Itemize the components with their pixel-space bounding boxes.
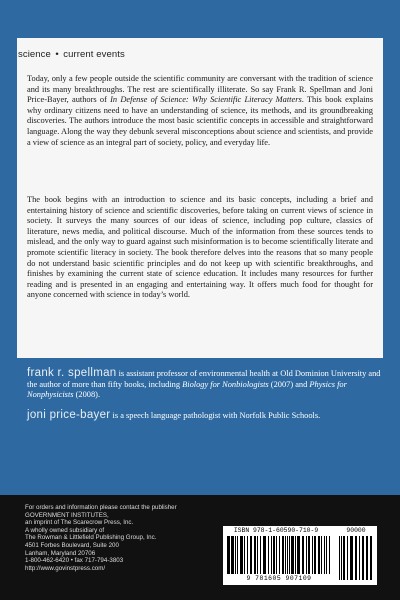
barcode-bar bbox=[289, 536, 290, 574]
barcode-bar bbox=[341, 536, 342, 580]
publisher-panel bbox=[0, 495, 400, 600]
barcode-bar bbox=[247, 536, 248, 574]
publisher-line: 1-800-462-6420 • fax 717-794-3803 bbox=[25, 557, 124, 565]
publisher-line: For orders and information please contact the publisher bbox=[25, 504, 177, 511]
barcode-bar bbox=[366, 536, 368, 580]
publisher-info bbox=[25, 504, 215, 572]
barcode-bar bbox=[295, 536, 296, 574]
category-primary: science bbox=[18, 49, 51, 60]
barcode-bar bbox=[291, 536, 294, 574]
description-p1-text-b: . This book explains why ordinary citizens need to have an understanding of science, its methods, and its groundbreaking discoveries. The authors introduce the most basic scientific concepts in accessible and straightforward language. Along the way they debunk several misconceptions about science and scientists, and provide a view of science as an integral part of society, policy, and everyday life. bbox=[27, 95, 373, 147]
barcode-bar bbox=[362, 536, 364, 580]
barcode-bar bbox=[231, 536, 234, 574]
barcode-bar bbox=[268, 536, 269, 574]
barcode-bar bbox=[273, 536, 275, 574]
barcode-bar bbox=[257, 536, 258, 574]
bio-spellman-book-2: Physics for Nonphysicists bbox=[27, 379, 347, 400]
barcode-bar bbox=[312, 536, 313, 574]
bio-spellman bbox=[27, 368, 381, 401]
barcode-bar bbox=[260, 536, 261, 574]
barcode-bar bbox=[240, 536, 243, 574]
category-separator: • bbox=[55, 49, 59, 60]
bio-price-bayer bbox=[27, 410, 381, 422]
barcode-bar bbox=[227, 536, 230, 574]
book-title-italic: In Defense of Science: Why Scientific Literacy Matters bbox=[110, 95, 302, 105]
bio-spellman-text-c: (2008). bbox=[73, 390, 101, 400]
publisher-url-link[interactable]: http://www.govinstpress.com/ bbox=[25, 564, 106, 572]
barcode-bar bbox=[250, 536, 252, 574]
category-label bbox=[18, 44, 382, 58]
isbn-label: ISBN 978-1-60590-710-9 bbox=[233, 527, 319, 534]
bio-spellman-text-a: is assistant professor of environmental health at Old Dominion University and the author of more than fifty books, including bbox=[27, 369, 381, 389]
publisher-line: The Rowman & Littlefield Publishing Group, Inc. bbox=[25, 534, 157, 542]
author-name-spellman: frank r. spellman bbox=[27, 367, 117, 379]
barcode-bar bbox=[370, 536, 372, 580]
barcode-bar bbox=[302, 536, 304, 574]
price-code: 90000 bbox=[346, 527, 366, 534]
publisher-line: an imprint of The Scarecrow Press, Inc. bbox=[25, 519, 134, 527]
barcode-bar bbox=[235, 536, 236, 574]
barcode-bar bbox=[329, 536, 330, 574]
publisher-line: A wholly owned subsidiary of bbox=[25, 526, 105, 534]
barcode-bar bbox=[355, 536, 357, 580]
barcode-bar bbox=[326, 536, 327, 574]
barcode-bar bbox=[339, 536, 340, 580]
barcode-digits: 9 781605 907109 bbox=[246, 575, 312, 582]
barcode-bar bbox=[282, 536, 284, 574]
publisher-line: Lanham, Maryland 20706 bbox=[25, 549, 96, 557]
barcode-bar bbox=[263, 536, 266, 574]
barcode-bar bbox=[279, 536, 280, 574]
barcode-bar bbox=[306, 536, 307, 574]
author-name-price-bayer: joni price-bayer bbox=[27, 408, 111, 421]
description-p1-text-a: Today, only a few people outside the scientific community are conversant with the tradition of science and its many breakthroughs. The rest are scientifically illiterate. So say Frank R. Spellman and Joni Price-Bayer, authors of bbox=[27, 74, 373, 105]
bio-spellman-book-1: Biology for Nonbiologists bbox=[182, 379, 269, 389]
barcode-bar bbox=[308, 536, 310, 574]
bio-price-bayer-text: is a speech language pathologist with Norfolk Public Schools. bbox=[110, 410, 321, 420]
barcode-area bbox=[223, 526, 377, 585]
category-secondary: current events bbox=[63, 49, 125, 60]
description-paragraph-2: The book begins with an introduction to science and its basic concepts, including a brief and entertaining history of science and scientific discoveries, before taking on current views of science in society. It surveys the many sources of our ideas of science, including pop culture, classics of literature, news media, and political discourse. Much of the information from these sources tends to mislead, and the only way to guard against such misinformation is to become scientifically literate and promote scientific literacy in society. The book therefore delves into the reasons that so many people do not understand basic scientific principles and do not keep up with scientific breakthroughs, and finishes by examining the current state of science education. It includes many resources for further reading and is presented in an engaging and entertaining way. It offers much food for thought for anyone concerned with science in today’s world. bbox=[27, 195, 373, 300]
publisher-line: GOVERNMENT INSTITUTES, bbox=[25, 511, 109, 519]
barcode-bar bbox=[237, 536, 238, 574]
barcode-bar bbox=[318, 536, 320, 574]
barcode-bar bbox=[350, 536, 353, 580]
barcode-icon bbox=[227, 536, 331, 574]
barcode-bar bbox=[359, 536, 360, 580]
barcode-bar bbox=[314, 536, 316, 574]
price-barcode-icon bbox=[339, 536, 373, 580]
author-bios bbox=[27, 368, 381, 430]
barcode-bar bbox=[244, 536, 245, 574]
description-paragraph-1 bbox=[27, 74, 373, 148]
bio-spellman-text-b: (2007) and bbox=[268, 379, 310, 389]
barcode-bar bbox=[276, 536, 277, 574]
barcode-bar bbox=[254, 536, 256, 574]
publisher-line: 4501 Forbes Boulevard, Suite 200 bbox=[25, 541, 119, 549]
barcode-bar bbox=[297, 536, 300, 574]
barcode-bar bbox=[343, 536, 345, 580]
barcode-bar bbox=[287, 536, 288, 574]
barcode-bar bbox=[347, 536, 348, 580]
barcode-bar bbox=[321, 536, 322, 574]
barcode-bar bbox=[285, 536, 286, 574]
barcode-bar bbox=[271, 536, 272, 574]
barcode-bar bbox=[324, 536, 325, 574]
